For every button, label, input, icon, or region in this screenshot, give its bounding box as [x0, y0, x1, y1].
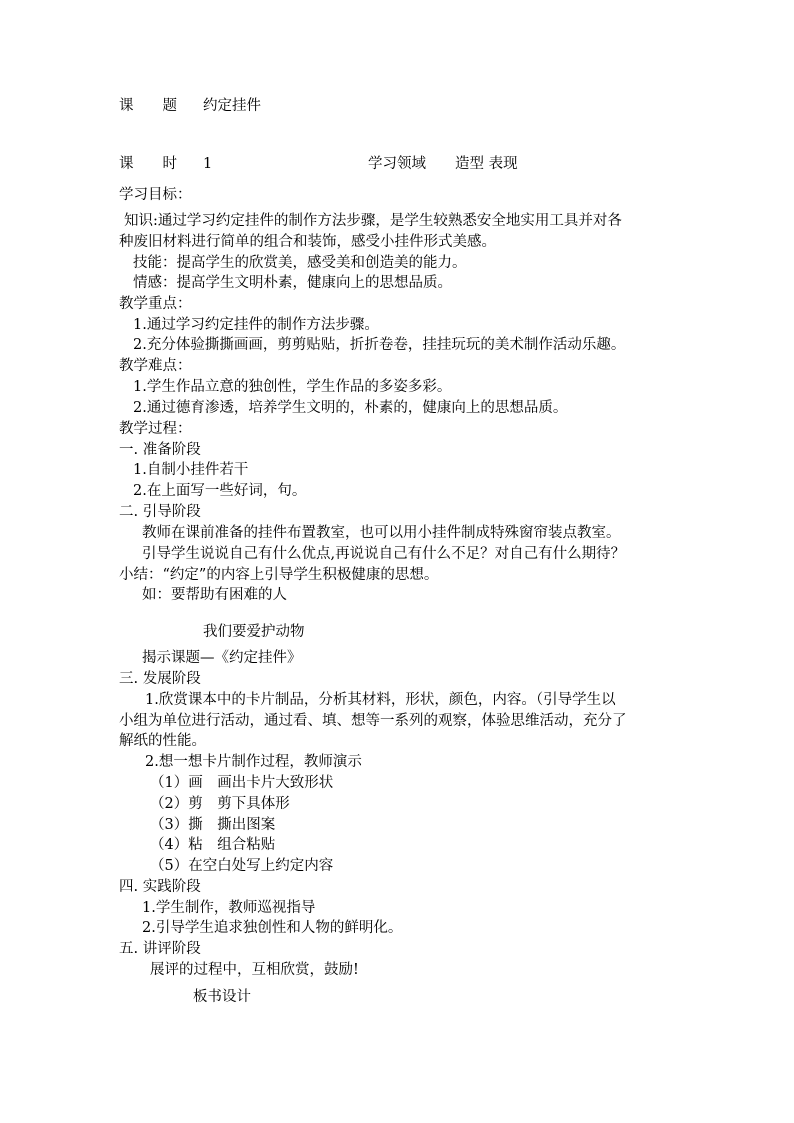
stage2-line1: 教师在课前准备的挂件布置教室，也可以用小挂件制成特殊窗帘装点教室。: [142, 525, 621, 541]
goal-skill: 技能：提高学生的欣赏美，感受美和创造美的能力。: [133, 255, 467, 271]
stage4-item2: 2.引导学生追求独创性和人物的鲜明化。: [142, 920, 403, 936]
stage3-step: （1）画 画出卡片大致形状: [150, 775, 334, 791]
stage3-title: 三. 发展阶段: [119, 671, 201, 687]
stage4-item1: 1.学生制作，教师巡视指导: [142, 900, 316, 916]
goal-knowledge-line2: 种废旧材料进行简单的组合和装饰，感受小挂件形式美感。: [119, 234, 496, 250]
stage5-line1: 展评的过程中，互相欣赏，鼓励!: [150, 962, 359, 978]
stage3-item1-line3: 解纸的性能。: [119, 733, 206, 749]
stage1-title: 一. 准备阶段: [119, 442, 201, 458]
stage2-example2: 我们要爱护动物: [203, 624, 305, 640]
stage1-item1: 1.自制小挂件若干: [133, 462, 249, 478]
stage3-step: （2）剪 剪下具体形: [150, 796, 290, 812]
title-value: 约定挂件: [203, 98, 261, 114]
domain-label: 学习领域: [368, 156, 426, 172]
stage3-step: （5）在空白处写上约定内容: [150, 858, 334, 874]
stage2-reveal: 揭示课题—《约定挂件》: [142, 650, 302, 666]
goals-heading: 学习目标：: [119, 187, 192, 203]
stage1-item2: 2.在上面写一些好词，句。: [133, 483, 307, 499]
domain-value: 造型 表现: [455, 156, 518, 172]
difficulties-heading: 教学难点：: [119, 358, 192, 374]
stage3-item1-line2: 小组为单位进行活动，通过看、填、想等一系列的观察，体验思维活动，充分了: [119, 713, 627, 729]
key-points-heading: 教学重点：: [119, 296, 192, 312]
key-point-2: 2.充分体验撕撕画画，剪剪贴贴，折折卷卷，挂挂玩玩的美术制作活动乐趣。: [133, 337, 626, 353]
goal-emotion: 情感：提高学生文明朴素，健康向上的思想品质。: [133, 275, 452, 291]
stage2-line2: 引导学生说说自己有什么优点,再说说自己有什么不足？对自己有什么期待？: [142, 546, 626, 562]
difficulty-1: 1.学生作品立意的独创性，学生作品的多姿多彩。: [133, 379, 452, 395]
stage2-example: 如：要帮助有困难的人: [142, 587, 287, 603]
difficulty-2: 2.通过德育渗透，培养学生文明的，朴素的，健康向上的思想品质。: [133, 400, 568, 416]
title-label: 课 题: [119, 98, 177, 114]
board-design-heading: 板书设计: [193, 989, 251, 1005]
stage2-summary: 小结：“约定”的内容上引导学生积极健康的思想。: [119, 567, 439, 583]
stage3-step: （4）粘 组合粘贴: [150, 837, 276, 853]
stage5-title: 五. 讲评阶段: [119, 941, 201, 957]
process-heading: 教学过程：: [119, 421, 192, 437]
stage3-step: （3）撕 撕出图案: [150, 817, 276, 833]
stage3-item1-line1: 1.欣赏课本中的卡片制品，分析其材料，形状，颜色，内容。（引导学生以: [145, 692, 616, 708]
period-label: 课 时: [119, 156, 177, 172]
stage4-title: 四. 实践阶段: [119, 879, 201, 895]
stage2-title: 二. 引导阶段: [119, 504, 201, 520]
period-value: 1: [203, 156, 213, 172]
key-point-1: 1.通过学习约定挂件的制作方法步骤。: [133, 317, 379, 333]
stage3-item2: 2.想一想卡片制作过程，教师演示: [145, 754, 362, 770]
goal-knowledge-line1: 知识:通过学习约定挂件的制作方法步骤，是学生较熟悉安全地实用工具并对各: [124, 213, 622, 229]
